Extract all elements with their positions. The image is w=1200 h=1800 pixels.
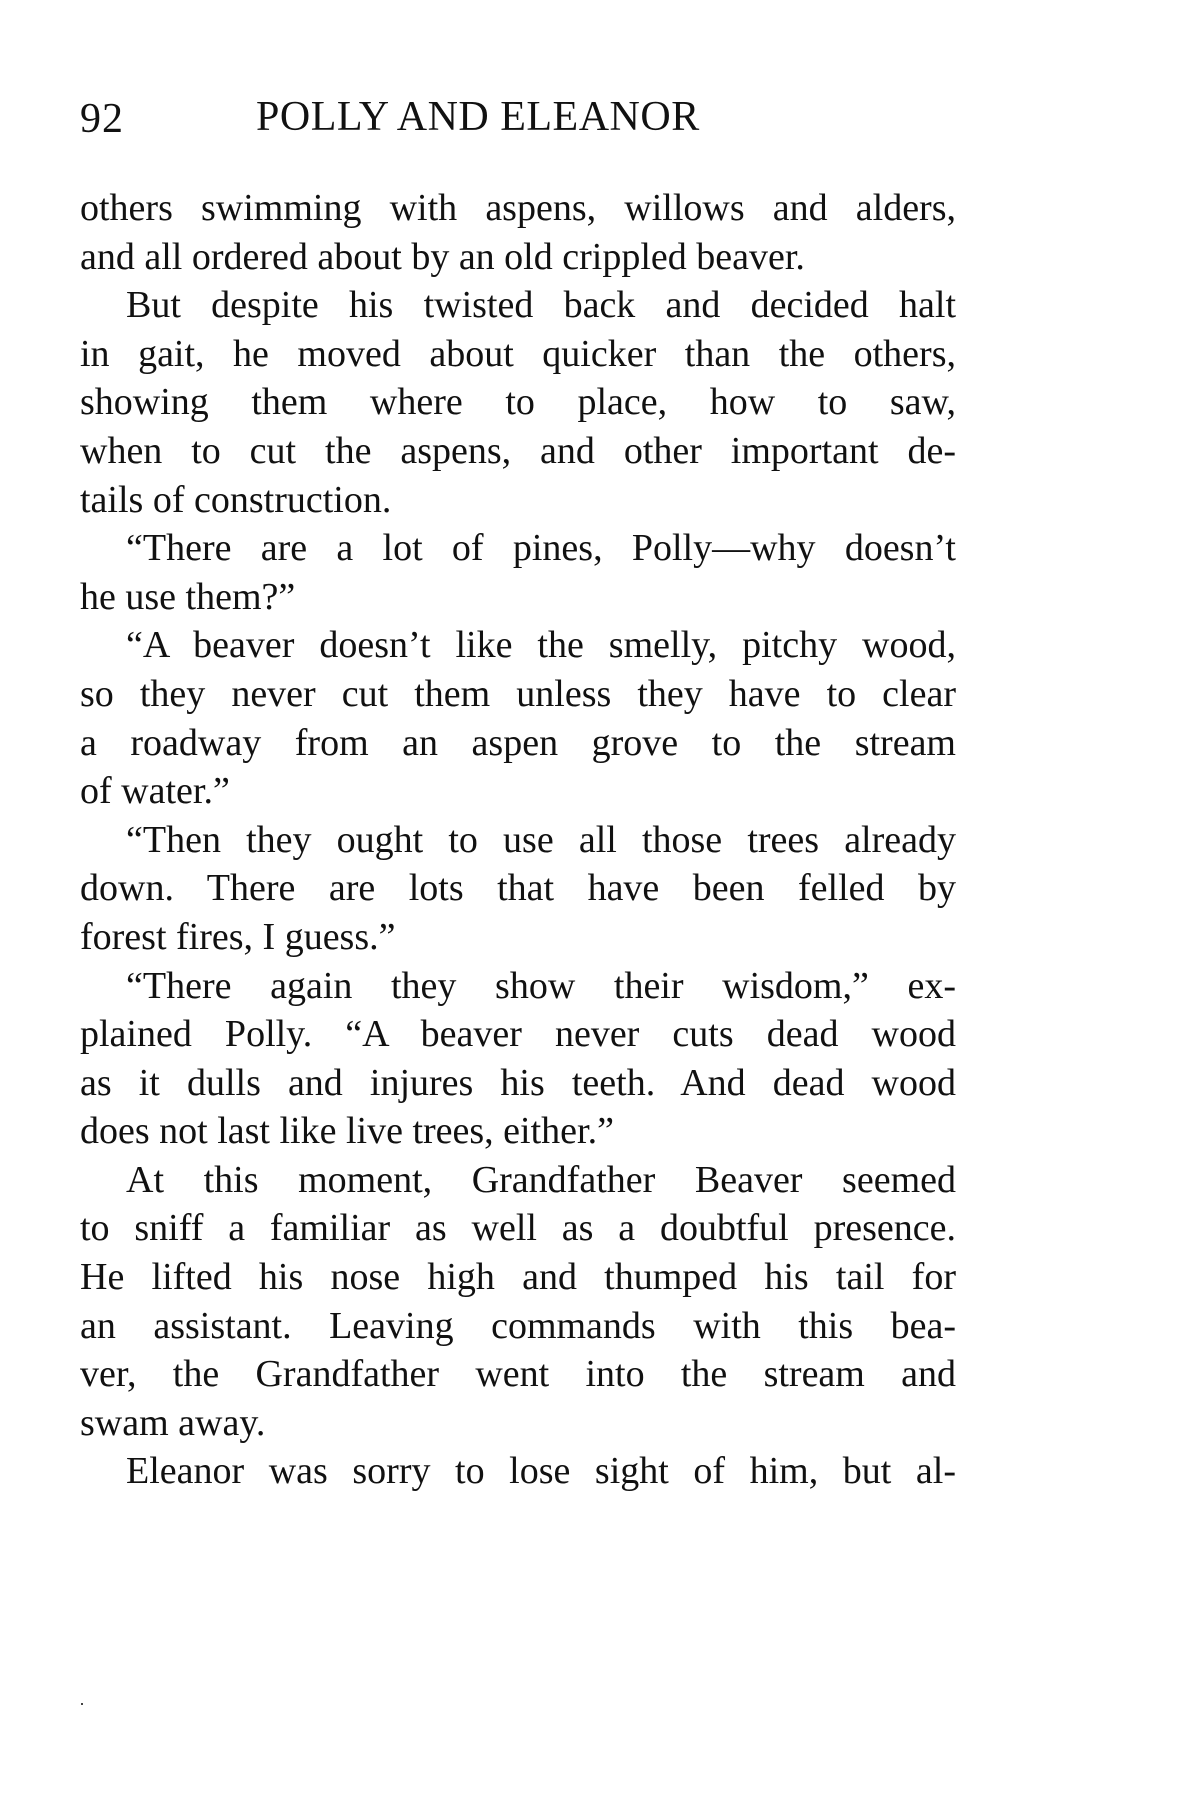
page-header	[80, 92, 960, 142]
text-line: ver, the Grandfather went into the stream and	[80, 1353, 956, 1396]
body-text	[80, 184, 956, 1496]
text-line: swam away.	[80, 1401, 266, 1444]
text-line: in gait, he moved about quicker than the others,	[80, 332, 956, 375]
text-line: At this moment, Grandfather Beaver seemed	[126, 1158, 956, 1201]
text-line: plained Polly. “A beaver never cuts dead wood	[80, 1013, 956, 1056]
text-line: “Then they ought to use all those trees already	[126, 818, 956, 861]
text-line: tails of construction.	[80, 478, 392, 521]
text-line: he use them?”	[80, 575, 296, 618]
text-line: “There are a lot of pines, Polly—why doesn’t	[126, 527, 956, 570]
text-line: as it dulls and injures his teeth. And dead wood	[80, 1061, 956, 1104]
text-line: a roadway from an aspen grove to the stream	[80, 721, 956, 764]
text-line: when to cut the aspens, and other important de-	[80, 429, 956, 472]
text-line: Eleanor was sorry to lose sight of him, but al-	[126, 1450, 956, 1493]
text-line: “A beaver doesn’t like the smelly, pitchy wood,	[126, 624, 956, 667]
text-line: down. There are lots that have been felled by	[80, 867, 956, 910]
text-line: He lifted his nose high and thumped his tail for	[80, 1256, 956, 1299]
text-line: of water.”	[80, 770, 230, 813]
text-line: to sniff a familiar as well as a doubtful presence.	[80, 1207, 956, 1250]
text-line: “There again they show their wisdom,” ex-	[126, 964, 956, 1007]
text-line: so they never cut them unless they have to clear	[80, 672, 956, 715]
print-speck	[81, 1703, 83, 1705]
text-line: But despite his twisted back and decided halt	[126, 284, 956, 327]
text-line: forest fires, I guess.”	[80, 915, 396, 958]
text-line: an assistant. Leaving commands with this bea-	[80, 1304, 956, 1347]
text-line: showing them where to place, how to saw,	[80, 381, 956, 424]
running-title: POLLY AND ELEANOR	[256, 94, 700, 140]
text-line: and all ordered about by an old crippled beaver.	[80, 235, 805, 278]
text-line: does not last like live trees, either.”	[80, 1110, 614, 1153]
page-number: 92	[80, 96, 124, 142]
text-line: others swimming with aspens, willows and alders,	[80, 187, 956, 229]
